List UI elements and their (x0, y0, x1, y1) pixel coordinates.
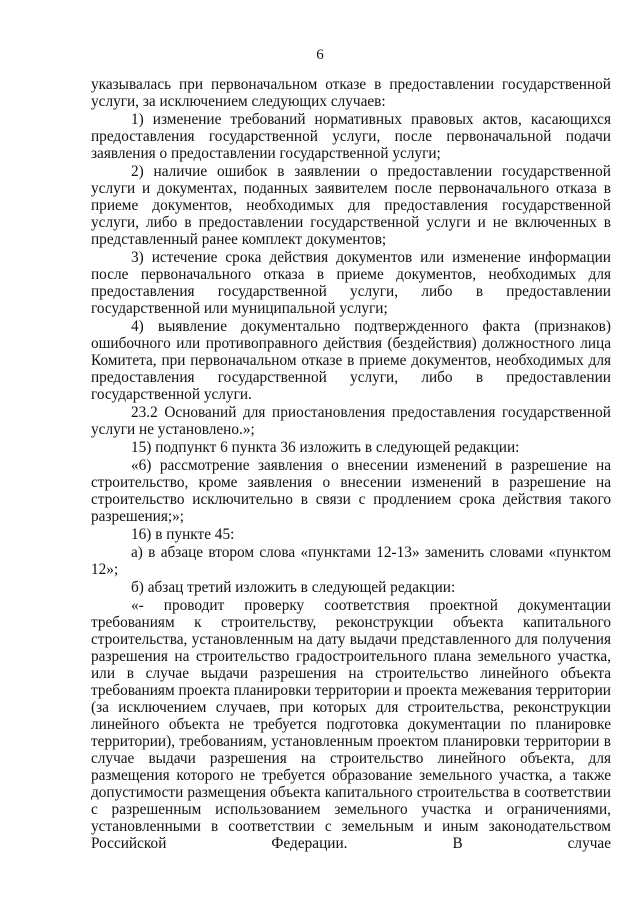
list-item-1: 1) изменение требований нормативных правовых актов, касающихся предоставления государственной услуги, после первоначальной подачи заявления о предоставлении государственной услуги; (91, 111, 611, 162)
page-number: 6 (316, 47, 324, 63)
amendment-15-text: «6) рассмотрение заявления о внесении изменений в разрешение на строительство, кроме заявления о внесении изменений в разрешение на строительство исключительно в связи с продлением срока действия такого разрешения;»; (91, 457, 611, 525)
list-item-2: 2) наличие ошибок в заявлении о предоставлении государственной услуги и документах, поданных заявителем после первоначального отказа в приеме документов, необходимых для предоставления государственной услуги, либо в предоставлении государственной услуги и не включенных в представленный ранее комплект документов; (91, 163, 611, 248)
amendment-16-b: б) абзац третий изложить в следующей редакции: (131, 579, 456, 596)
amendment-16-b-text: «- проводит проверку соответствия проектной документации требованиям к строительству, реконструкции объекта капитального строительства, установленным на дату выдачи представленного для получения разрешения на строительство градостроительного плана земельного участка, или в случае выдачи разрешения на строительство линейного объекта требованиям проекта планировки территории и проекта межевания территории (за исключением случаев, при которых для строительства, реконструкции линейного объекта не требуется подготовка документации по планировке территории), требованиям, установленным проектом планировки территории в случае выдачи разрешения на строительство линейного объекта, для размещения которого не требуется образование земельного участка, а также допустимости размещения объекта капитального строительства в соответствии с разрешенным использованием земельного участка и ограничениями, установленными в соответствии с земельным и иным законодательством Российской Федерации. В случае (91, 597, 611, 852)
list-item-3: 3) истечение срока действия документов или изменение информации после первоначального отказа в приеме документов, необходимых для предоставления государственной услуги, либо в предоставлении государственной или муниципальной услуги; (91, 249, 611, 317)
clause-23-2: 23.2 Оснований для приостановления предоставления государственной услуги не установлено.»; (91, 404, 611, 438)
document-body (91, 76, 611, 852)
list-item-4: 4) выявление документально подтвержденного факта (признаков) ошибочного или противоправного действия (бездействия) должностного лица Комитета, при первоначальном отказе в приеме документов, необходимых для предоставления государственной услуги, либо в предоставлении государственной услуги. (91, 318, 611, 403)
paragraph-continuation: указывалась при первоначальном отказе в предоставлении государственной услуги, за исключением следующих случаев: (91, 76, 611, 110)
amendment-16-a: а) в абзаце втором слова «пунктами 12-13» заменить словами «пунктом 12»; (91, 544, 611, 578)
amendment-15: 15) подпункт 6 пункта 36 изложить в следующей редакции: (131, 439, 520, 456)
amendment-16: 16) в пункте 45: (131, 526, 235, 543)
